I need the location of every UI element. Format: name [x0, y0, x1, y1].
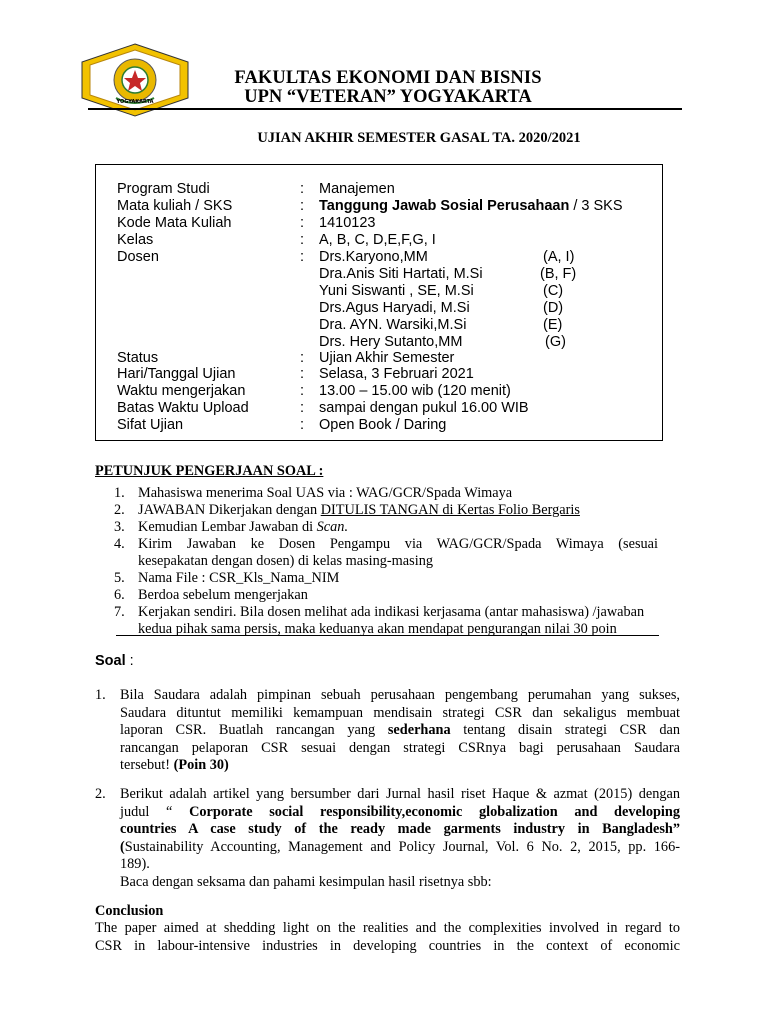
question-number: 2. — [95, 786, 106, 802]
instruction-item: Berdoa sebelum mengerjakan — [138, 587, 308, 603]
value-tanggal: Selasa, 3 Februari 2021 — [319, 366, 474, 382]
lecturer-class: (A, I) — [543, 249, 575, 265]
question-line — [120, 757, 680, 775]
question-1 — [120, 687, 680, 775]
university-logo — [76, 42, 194, 118]
value-kode: 1410123 — [319, 215, 376, 231]
instruction-item — [138, 519, 348, 536]
conclusion-text — [95, 920, 680, 955]
colon: : — [300, 417, 305, 433]
label-dosen: Dosen — [117, 249, 159, 265]
lecturer-class: (G) — [545, 334, 566, 350]
colon: : — [300, 350, 305, 366]
colon: : — [300, 400, 305, 416]
label-tanggal: Hari/Tanggal Ujian — [117, 366, 236, 382]
question-number: 1. — [95, 687, 106, 703]
question-points: (Poin 30) — [173, 757, 229, 773]
list-number: 7. — [114, 604, 125, 620]
question-text: tentang disain strategi CSR dan — [450, 722, 680, 738]
value-batas-upload: sampai dengan pukul 16.00 WIB — [319, 400, 529, 416]
instructions-divider — [116, 635, 659, 636]
question-bold: ( — [120, 838, 125, 855]
colon: : — [300, 232, 305, 248]
course-sks: / 3 SKS — [569, 198, 623, 214]
lecturer-class: (C) — [543, 283, 564, 299]
soal-heading — [95, 653, 134, 669]
label-kode: Kode Mata Kuliah — [117, 215, 232, 231]
list-number: 6. — [114, 587, 125, 603]
value-mata-kuliah — [319, 198, 623, 215]
colon: : — [300, 198, 305, 214]
conclusion-line: CSR in labour-intensive industries in developing countries in the context of economic — [95, 937, 680, 954]
label-mata-kuliah: Mata kuliah / SKS — [117, 198, 233, 214]
instruction-item: Nama File : CSR_Kls_Nama_NIM — [138, 570, 340, 586]
lecturer-class: (D) — [543, 300, 564, 316]
instruction-line: kesepakatan dengan dosen) di kelas masing-masing — [138, 553, 433, 569]
question-line: Bila Saudara adalah pimpinan sebuah perusahaan pengembang perumahan yang sukses, — [120, 687, 680, 703]
value-waktu: 13.00 – 15.00 wib (120 menit) — [319, 383, 511, 399]
lecturer-class: (B, F) — [540, 266, 577, 282]
soal-label: Soal — [95, 653, 126, 669]
question-text: laporan CSR. Buatlah rancangan yang — [120, 722, 388, 738]
label-kelas: Kelas — [117, 232, 154, 248]
question-line: Berikut adalah artikel yang bersumber dari Jurnal hasil riset Haque & azmat (2015) dengan — [120, 786, 680, 802]
lecturer-name: Drs.Agus Haryadi, M.Si — [319, 300, 470, 316]
instruction-item: Mahasiswa menerima Soal UAS via : WAG/GCR/Spada Wimaya — [138, 485, 513, 501]
question-line: Baca dengan seksama dan pahami kesimpulan hasil risetnya sbb: — [120, 873, 492, 890]
label-sifat: Sifat Ujian — [117, 417, 184, 433]
article-title: countries A case study of the ready made garments industry in Bangladesh” — [120, 821, 680, 837]
instruction-item — [138, 604, 658, 638]
question-bold: sederhana — [387, 722, 451, 738]
colon: : — [300, 181, 305, 197]
header-divider — [88, 108, 682, 110]
conclusion-heading: Conclusion — [95, 903, 164, 919]
value-kelas: A, B, C, D,E,F,G, I — [319, 232, 436, 248]
instruction-text: JAWABAN Dikerjakan dengan — [138, 502, 321, 518]
question-line — [120, 804, 680, 822]
instruction-line: Kirim Jawaban ke Dosen Pengampu via WAG/GCR/Spada Wimaya (sesuai — [138, 536, 658, 552]
course-name: Tanggung Jawab Sosial Perusahaan — [319, 198, 570, 214]
value-status: Ujian Akhir Semester — [319, 350, 455, 366]
instructions-title: PETUNJUK PENGERJAAN SOAL : — [95, 463, 324, 479]
lecturer-class: (E) — [543, 317, 563, 333]
lecturer-name: Dra. AYN. Warsiki,M.Si — [319, 317, 467, 333]
colon: : — [300, 215, 305, 231]
lecturer-name: Dra.Anis Siti Hartati, M.Si — [319, 266, 483, 282]
label-program-studi: Program Studi — [117, 181, 210, 197]
question-line — [120, 839, 680, 857]
list-number: 2. — [114, 502, 125, 518]
lecturer-name: Yuni Siswanti , SE, M.Si — [319, 283, 474, 299]
list-number: 4. — [114, 536, 125, 552]
value-program-studi: Manajemen — [319, 181, 395, 197]
question-line: 189). — [120, 856, 150, 872]
exam-title: UJIAN AKHIR SEMESTER GASAL TA. 2020/2021 — [257, 130, 581, 146]
question-line: rancangan pelaporan CSR sesuai dengan strategi CSRnya bagi perusahaan Saudara — [120, 739, 680, 756]
instruction-item — [138, 536, 658, 570]
question-line — [120, 722, 680, 740]
lecturer-name: Drs.Karyono,MM — [319, 249, 428, 265]
instruction-italic: Scan. — [316, 519, 349, 535]
university-name: UPN “VETERAN” YOGYAKARTA — [244, 87, 532, 107]
instruction-line: kedua pihak sama persis, maka keduanya akan mendapat pengurangan nilai 30 poin — [138, 621, 617, 637]
colon: : — [300, 249, 305, 265]
list-number: 1. — [114, 485, 125, 501]
instruction-text: Kemudian Lembar Jawaban di — [138, 519, 317, 535]
instruction-line: Kerjakan sendiri. Bila dosen melihat ada indikasi kerjasama (antar mahasiswa) /jawaban — [138, 604, 645, 620]
question-2 — [120, 786, 680, 891]
journal-citation: Sustainability Accounting, Management and Policy Journal, Vol. 6 No. 2, 2015, pp. 166- — [124, 838, 680, 855]
question-line: Saudara dituntut memiliki kemampuan mendisain strategi CSR dan sekaligus membuat — [120, 704, 680, 721]
colon: : — [300, 383, 305, 399]
question-text: tersebut! — [120, 757, 174, 773]
question-line — [120, 821, 680, 839]
soal-colon: : — [125, 653, 134, 669]
label-batas-upload: Batas Waktu Upload — [117, 400, 249, 416]
value-sifat: Open Book / Daring — [319, 417, 447, 433]
question-text: judul “ — [120, 803, 190, 820]
label-waktu: Waktu mengerjakan — [117, 383, 246, 399]
article-title: Corporate social responsibility,economic globalization and developing — [189, 803, 680, 820]
lecturer-name: Drs. Hery Sutanto,MM — [319, 334, 463, 350]
logo-text: YOGYAKARTA — [116, 99, 154, 105]
list-number: 5. — [114, 570, 125, 586]
instruction-underlined: DITULIS TANGAN di Kertas Folio Bergaris — [320, 502, 580, 518]
conclusion-line: The paper aimed at shedding light on the realities and the complexities involved in regard to — [95, 920, 680, 936]
label-status: Status — [117, 350, 159, 366]
faculty-name: FAKULTAS EKONOMI DAN BISNIS — [234, 68, 542, 88]
instruction-item — [138, 502, 580, 519]
list-number: 3. — [114, 519, 125, 535]
colon: : — [300, 366, 305, 382]
